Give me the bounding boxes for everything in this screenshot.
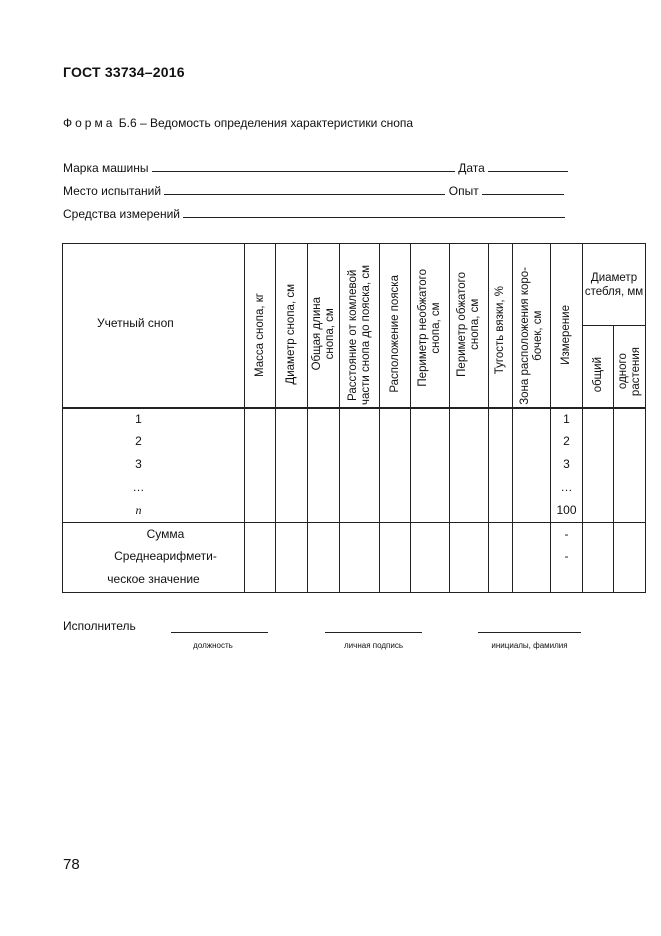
table-row	[63, 408, 646, 430]
date-field[interactable]	[488, 161, 568, 172]
sheaf-table	[62, 243, 646, 593]
initials-line[interactable]	[478, 631, 581, 633]
initials-caption: инициалы, фамилия	[491, 641, 568, 650]
sum-row	[63, 523, 646, 545]
position-caption: должность	[193, 641, 233, 650]
sum-meas-cell: -	[551, 523, 583, 545]
header-one-plant	[614, 326, 646, 408]
header-length-label	[311, 297, 337, 370]
header-one-plant-label	[617, 347, 643, 396]
header-boll-zone-l1: Зона расположения коро-	[518, 266, 531, 405]
mean-label-l2: ческое значение	[107, 571, 200, 586]
header-perim-pressed	[450, 244, 489, 408]
header-sheaf	[63, 244, 245, 408]
mean-row	[63, 545, 646, 593]
table-row	[63, 453, 646, 476]
header-belt	[380, 244, 411, 408]
meas-cell: 3	[551, 453, 583, 476]
header-distance-l1: Расстояние от комлевой	[346, 268, 359, 401]
sheaf-cell: n	[63, 499, 245, 523]
header-perim-pressed-l2: снопа, см	[469, 298, 481, 350]
place-label: Место испытаний	[63, 184, 162, 198]
sheaf-cell: 3	[63, 453, 245, 476]
header-tightness-label: Тугость вязки, %	[494, 286, 506, 375]
place-row	[63, 184, 564, 198]
sheaf-cell: 2	[63, 430, 245, 453]
instruments-row	[63, 207, 565, 221]
header-boll-zone-label	[519, 267, 545, 405]
sum-label: Сумма	[63, 523, 245, 545]
header-stem-diam-label: Диаметр стебля, мм	[584, 271, 644, 298]
header-diameter	[276, 244, 308, 408]
table-row	[63, 499, 646, 523]
machine-row	[63, 161, 568, 175]
header-mass	[245, 244, 276, 408]
header-distance	[340, 244, 380, 408]
place-field[interactable]	[164, 184, 445, 195]
header-boll-zone-l2: бочек, см	[531, 310, 544, 361]
form-title-text: Б.6 – Ведомость определения характеристики снопа	[118, 116, 414, 130]
meas-cell: 100	[551, 499, 583, 523]
form-label: Форма	[63, 116, 116, 130]
instruments-field[interactable]	[183, 207, 565, 218]
performer-label: Исполнитель	[63, 619, 136, 633]
mean-label-l1: Среднеарифмети-	[114, 548, 217, 563]
header-perim-free-l1: Периметр необжатого	[417, 268, 429, 387]
header-length-l2: снопа, см	[323, 308, 336, 360]
signature-caption: личная подпись	[344, 641, 403, 650]
page-number: 78	[63, 856, 80, 873]
header-tightness	[489, 244, 513, 408]
mean-label	[63, 545, 245, 593]
date-label: Дата	[458, 161, 485, 175]
header-perim-free-label	[417, 269, 443, 387]
header-measurement-label: Измерение	[560, 304, 572, 365]
header-one-plant-l2: растения	[629, 347, 642, 397]
header-distance-label	[347, 265, 373, 405]
mean-meas-cell: -	[551, 545, 583, 593]
document-number: ГОСТ 33734–2016	[63, 64, 185, 80]
header-sheaf-label: Учетный сноп	[97, 316, 174, 330]
header-measurement	[551, 244, 583, 408]
header-boll-zone	[513, 244, 551, 408]
meas-cell: …	[551, 476, 583, 499]
header-perim-pressed-label	[456, 272, 482, 377]
sheaf-cell: …	[63, 476, 245, 499]
header-one-plant-l1: одного	[616, 354, 629, 390]
table-row	[63, 476, 646, 499]
signature-line[interactable]	[325, 631, 422, 633]
form-title	[63, 116, 413, 130]
meas-cell: 1	[551, 408, 583, 430]
position-line[interactable]	[171, 631, 268, 633]
header-length-l1: Общая длина	[310, 297, 323, 371]
header-length	[308, 244, 340, 408]
trial-label: Опыт	[448, 184, 479, 198]
header-total-label: общий	[591, 357, 604, 393]
instruments-label: Средства измерений	[63, 207, 181, 221]
header-perim-free-l2: снопа, см	[430, 302, 442, 354]
header-perim-pressed-l1: Периметр обжатого	[456, 271, 468, 377]
header-diameter-label: Диаметр снопа, см	[285, 283, 297, 385]
machine-label: Марка машины	[63, 161, 149, 175]
meas-cell: 2	[551, 430, 583, 453]
header-stem-diam	[583, 244, 646, 326]
header-distance-l2: части снопа до пояска, см	[359, 264, 372, 405]
header-mass-label: Масса снопа, кг	[253, 292, 266, 377]
table-row	[63, 430, 646, 453]
trial-field[interactable]	[482, 184, 564, 195]
machine-field[interactable]	[152, 161, 455, 172]
sheaf-cell: 1	[63, 408, 245, 430]
header-belt-label: Расположение пояска	[388, 274, 401, 393]
header-perim-free	[411, 244, 450, 408]
header-total	[583, 326, 614, 408]
